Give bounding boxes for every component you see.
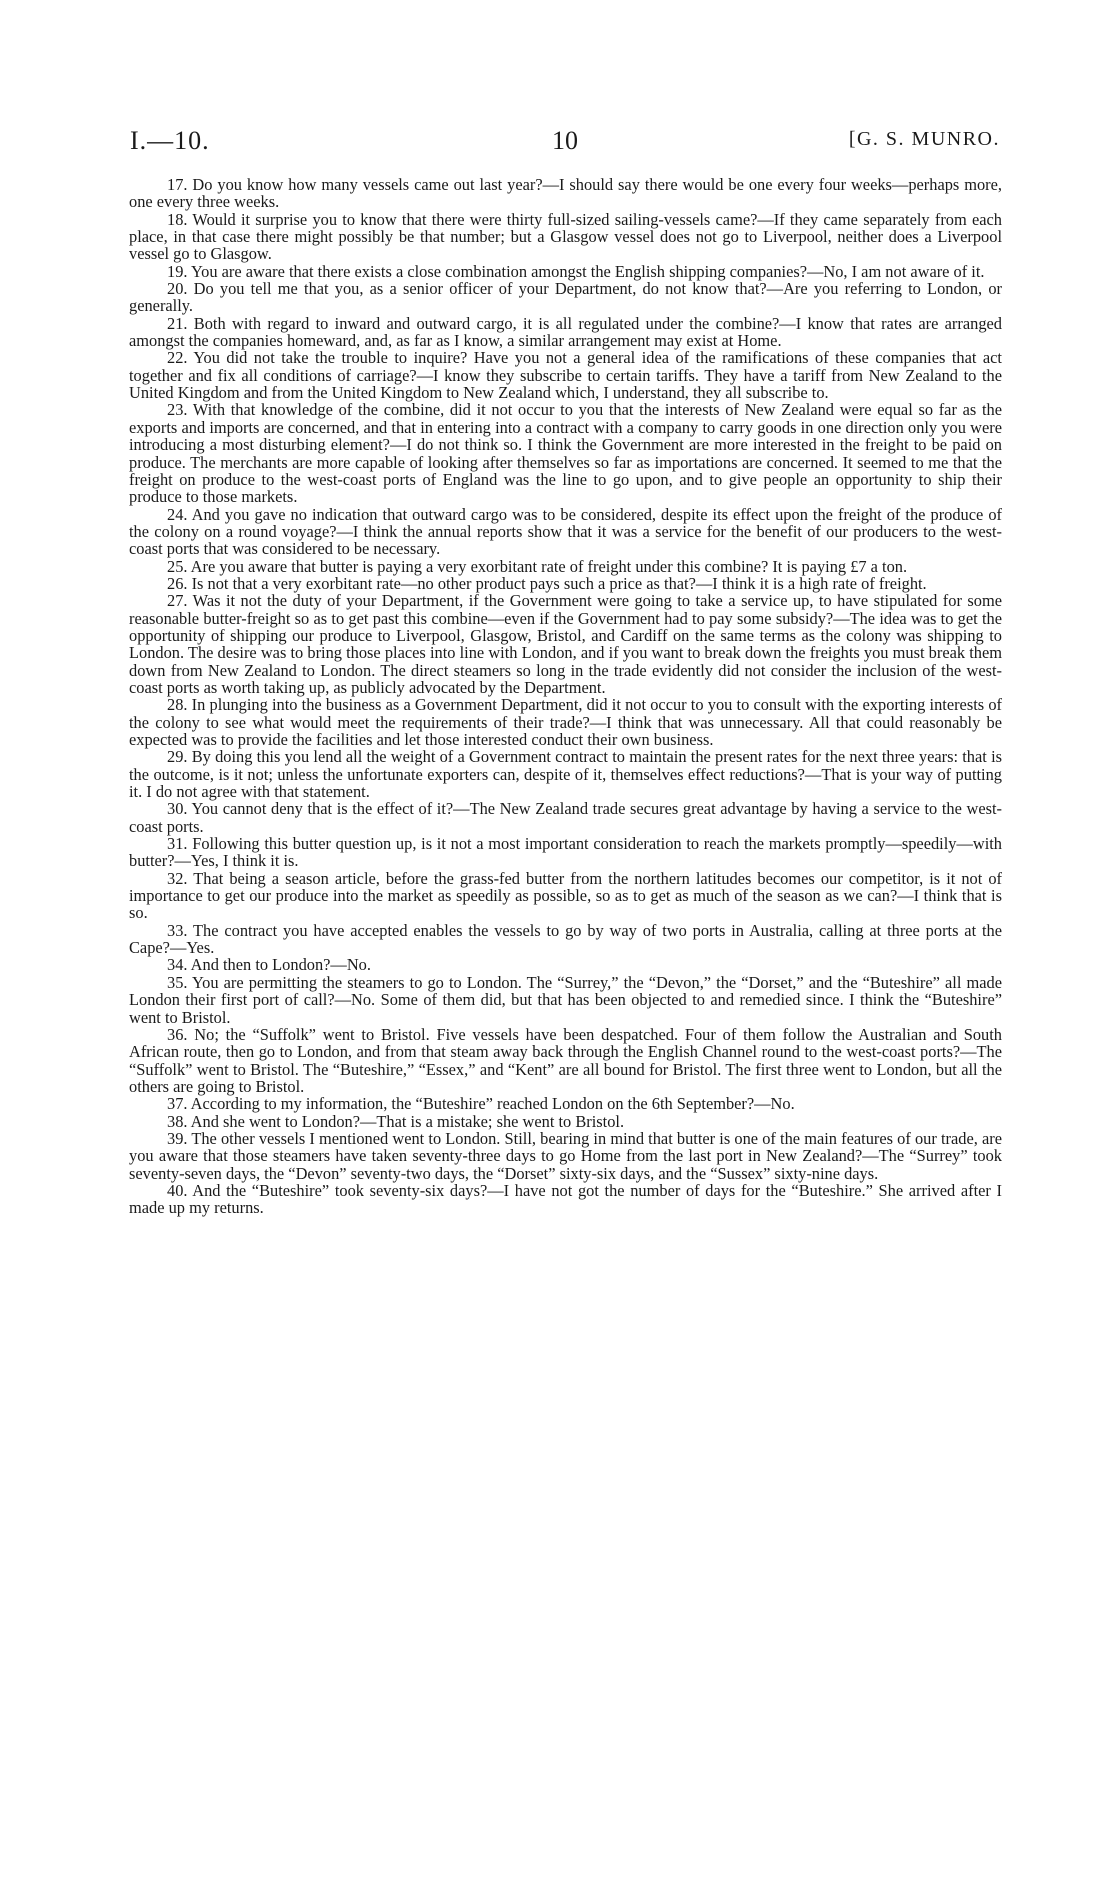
question-20: 20. Do you tell me that you, as a senior officer of your Department, do not know that?—Are you referring to London, or generally. [129, 279, 1002, 316]
question-18: 18. Would it surprise you to know that there were thirty full-sized sailing-vessels came?—If they came separately from each place, in that case there might possibly be that number; but a Glasgow vessel does not go to Liverpool, neither does a Liverpool vessel go to Glasgow. [129, 209, 1002, 264]
question-35: 35. You are permitting the steamers to go to London. The “Surrey,” the “Devon,” the “Dorset,” and the “Buteshire” all made London their first port of call?—No. Some of them did, but that has been objected to and remedied since. I think the “Buteshire” went to Bristol. [129, 972, 1002, 1027]
page-header [130, 126, 1000, 166]
question-40: 40. And the “Buteshire” took seventy-six days?—I have not got the number of days for the “Buteshire.” She arrived after I made up my returns. [129, 1180, 1002, 1218]
question-28: 28. In plunging into the business as a Government Department, did it not occur to you to consult with the exporting interests of the colony to see what would meet the requirements of their trade?—I think that was unnecessary. All that could reasonably be expected was to provide the facilities and let those interested conduct their own business. [129, 695, 1002, 749]
question-21: 21. Both with regard to inward and outward cargo, it is all regulated under the combine?—I know that rates are arranged amongst the companies homeward, and, as far as I know, a similar arrangement may exist at Home. [129, 313, 1002, 351]
question-30: 30. You cannot deny that is the effect of it?—The New Zealand trade secures great advantage by having a service to the west-coast ports. [129, 799, 1002, 836]
question-17: 17. Do you know how many vessels came out last year?—I should say there would be one every four weeks—perhaps more, one every three weeks. [129, 175, 1002, 212]
question-29: 29. By doing this you lend all the weight of a Government contract to maintain the present rates for the next three years: that is the outcome, is it not; unless the unfortunate exporters can, despite of it, themselves effect reductions?—That is your way of putting it. I do not agree with that statement. [129, 747, 1002, 802]
question-25: 25. Are you aware that butter is paying a very exorbitant rate of freight under this combine? It is paying £7 a ton. [167, 556, 908, 576]
question-19: 19. You are aware that there exists a close combination amongst the English shipping companies?—No, I am not aware of it. [167, 261, 985, 281]
question-36: 36. No; the “Suffolk” went to Bristol. Five vessels have been despatched. Four of them follow the Australian and South African route, then go to London, and from that steam away back through the English Channel round to the west-coast ports?—The “Suffolk” went to Bristol. The “Buteshire,” “Essex,” and “Kent” are all bound for Bristol. The first three went to London, but all the others are going to Bristol. [129, 1024, 1002, 1096]
question-33: 33. The contract you have accepted enables the vessels to go by way of two ports in Australia, calling at three ports at the Cape?—Yes. [129, 920, 1002, 958]
question-34: 34. And then to London?—No. [167, 955, 371, 975]
question-24: 24. And you gave no indication that outward cargo was to be considered, despite its effect upon the freight of the produce of the colony on a round voyage?—I think the annual reports show that it was a service for the benefit of our producers to the west-coast ports that was considered to be necessary. [129, 504, 1002, 559]
question-23: 23. With that knowledge of the combine, did it not occur to you that the interests of New Zealand were equal so far as the exports and imports are concerned, and that in entering into a contract with a company to carry goods in one direction only you were introducing a most disturbing element?—I do not think so. I think the Government are more interested in the freight to be paid on produce. The merchants are more capable of looking after themselves so far as importations are concerned. It seemed to me that the freight on produce to the west-coast ports of England was the line to go upon, and to give people an opportunity to ship their produce to those markets. [129, 400, 1002, 507]
page-number: 10 [552, 126, 578, 155]
question-26: 26. Is not that a very exorbitant rate—no other product pays such a price as that?—I think it is a high rate of freight. [167, 573, 927, 593]
evidence-body [129, 176, 1002, 1217]
question-37: 37. According to my information, the “Buteshire” reached London on the 6th September?—No. [167, 1094, 795, 1114]
witness-name: [G. S. MUNRO. [848, 128, 1000, 150]
question-32: 32. That being a season article, before the grass-fed butter from the northern latitudes becomes our competitor, is it not of importance to get our produce into the market as speedily as possible, so as to get as much of the season as we can?—I think that is so. [129, 868, 1002, 923]
question-27: 27. Was it not the duty of your Department, if the Government were going to take a service up, to have stipulated for some reasonable butter-freight so as to get past this combine—even if the Government had to pay some subsidy?—The idea was to get the opportunity of shipping our produce to Liverpool, Glasgow, Bristol, and Cardiff on the same terms as the colony was shipping to London. The desire was to bring those places into line with London, and if you want to break down the freights you must break them down from New Zealand to London. The direct steamers so long in the trade evidently did not consider the inclusion of the west-coast ports as worth taking up, as publicly advocated by the Department. [129, 591, 1002, 697]
question-39: 39. The other vessels I mentioned went to London. Still, bearing in mind that butter is one of the main features of our trade, are you aware that those steamers have taken seventy-three days to go Home from the last port in New Zealand?—The “Surrey” took seventy-seven days, the “Devon” seventy-two days, the “Dorset” sixty-six days, and the “Sussex” sixty-nine days. [129, 1128, 1002, 1183]
question-31: 31. Following this butter question up, is it not a most important consideration to reach the markets promptly—speedily—with butter?—Yes, I think it is. [129, 834, 1002, 871]
parliamentary-paper-reference: I.—10. [130, 126, 210, 155]
question-38: 38. And she went to London?—That is a mistake; she went to Bristol. [167, 1111, 625, 1131]
question-22: 22. You did not take the trouble to inquire? Have you not a general idea of the ramifications of these companies that act together and fix all conditions of carriage?—I know they subscribe to certain tariffs. They have a tariff from New Zealand to the United Kingdom and from the United Kingdom to New Zealand which, I understand, they all subscribe to. [129, 348, 1002, 403]
